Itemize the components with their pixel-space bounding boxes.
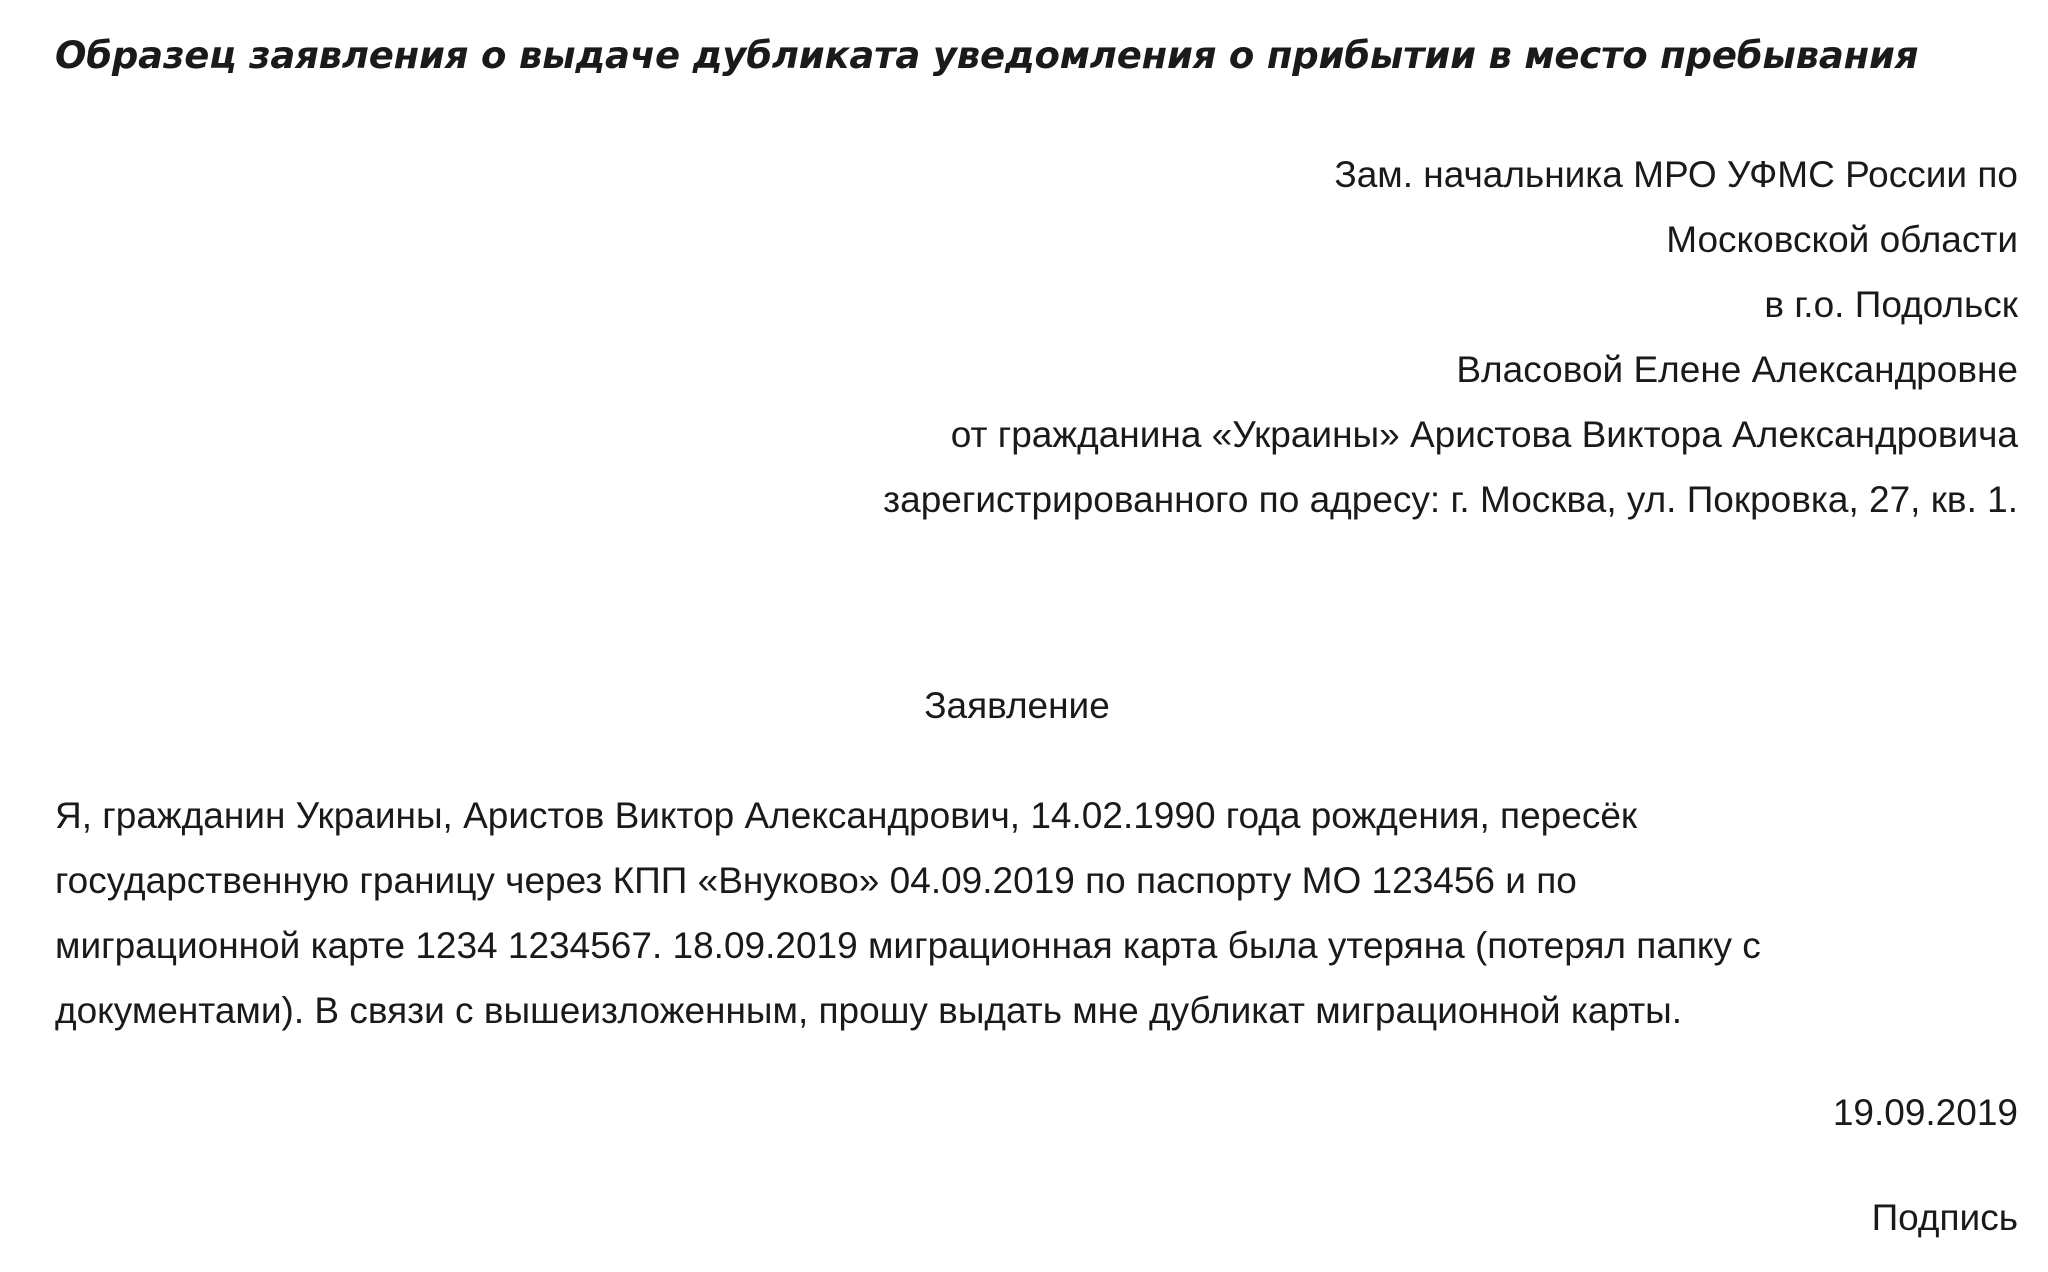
addressee-line: Власовой Елене Александровне <box>1456 349 2018 390</box>
signature-label: Подпись <box>1871 1197 2018 1238</box>
addressee-line: Московской области <box>1666 219 2018 260</box>
statement-body <box>55 783 2015 1043</box>
body-line: Я, гражданин Украины, Аристов Виктор Александрович, 14.02.1990 года рождения, пересёк <box>55 795 1638 836</box>
addressee-line: зарегистрированного по адресу: г. Москва, ул. Покровка, 27, кв. 1. <box>883 479 2018 520</box>
addressee-line: в г.о. Подольск <box>1764 284 2018 325</box>
addressee-line: от гражданина «Украины» Аристова Виктора Александровича <box>950 414 2018 455</box>
body-line: документами). В связи с вышеизложенным, прошу выдать мне дубликат миграционной карты. <box>55 990 1683 1031</box>
statement-date: 19.09.2019 <box>1832 1092 2018 1133</box>
addressee-block <box>518 142 2018 532</box>
body-line: государственную границу через КПП «Внуково» 04.09.2019 по паспорту МО 123456 и по <box>55 860 1577 901</box>
statement-title-row <box>0 678 2048 734</box>
statement-title: Заявление <box>924 685 1110 726</box>
addressee-line: Зам. начальника МРО УФМС России по <box>1334 154 2018 195</box>
body-line: миграционной карте 1234 1234567. 18.09.2019 миграционная карта была утеряна (потерял папку с <box>55 925 1761 966</box>
document-heading: Образец заявления о выдаче дубликата уведомления о прибытии в место пребывания <box>55 34 1919 77</box>
